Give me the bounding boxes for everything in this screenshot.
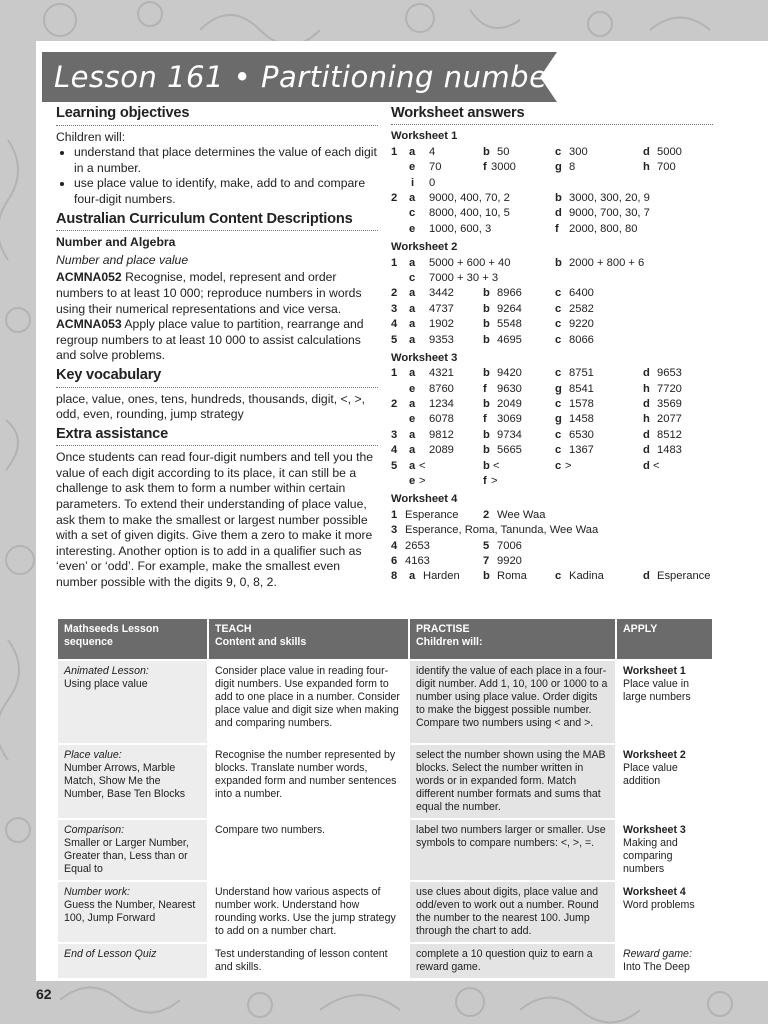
vocab-heading: Key vocabulary — [56, 368, 378, 388]
answer-row: c 8000, 400, 10, 5 d 9000, 700, 30, 7 — [409, 207, 650, 220]
curriculum-code-2: ACMNA053 — [56, 317, 122, 332]
answer-row: 1 a 4321 b 9420 c 8751 d 9653 — [391, 367, 682, 380]
header-practise: PRACTISE Children will: — [409, 618, 616, 660]
teach-cell: Consider place value in reading four-digit numbers. Use expanded form to add to one place in a number. Consider place value and digit size when making and comparing numbers. — [208, 660, 409, 744]
answer-row: 6 4163 7 9920 — [391, 555, 522, 568]
objective-item: • understand that place determines the value of each digit in a number. — [74, 145, 378, 176]
objective-item: • use place value to identify, make, add to and compare four-digit numbers. — [74, 176, 378, 207]
page-number: 62 — [36, 986, 52, 1002]
table-row — [57, 660, 713, 744]
practise-cell: select the number shown using the MAB blocks. Select the number written in words or in expanded form. Match different number formats and sums that equal the number. — [409, 744, 616, 819]
answer-row: e > f > — [409, 475, 498, 488]
answer-row: e 70 f 3000 g 8 h 700 — [409, 161, 676, 174]
vocab-text: place, value, ones, tens, hundreds, thousands, digit, <, >, odd, even, rounding, jump strategy — [56, 391, 365, 422]
answer-row: 2 a 1234 b 2049 c 1578 d 3569 — [391, 398, 682, 411]
answer-row: 8 a Harden b Roma c Kadina d Esperance — [391, 570, 711, 583]
extra-text: Once students can read four-digit numbers and tell you the value of each digit according to its place, it can still be a challenge to ask them to form a number within certain parameters. To extend their understanding of place value, ask them to make the smallest or largest number possible with a set of given digits. Give them a zero to make it more interesting. Another option is to add in a qualifier such as ‘even’ or ‘odd’. For example, make the smallest even number possible with the digits 9, 0, 8, 2. — [56, 450, 374, 590]
answer-row: 4 a 1902 b 5548 c 9220 — [391, 318, 594, 331]
curriculum-desc-2: ACMNA053 Apply place value to partition, rearrange and regroup numbers to at least 10 000 to assist calculations and solve problems. — [56, 317, 364, 363]
ws4-title: Worksheet 4 — [391, 493, 458, 506]
apply-cell: Worksheet 3 Making and comparing numbers — [616, 819, 713, 881]
answer-row: c 7000 + 30 + 3 — [409, 271, 499, 284]
curriculum-desc-1: ACMNA052 Recognise, model, represent and order numbers to at least 10 000; reproduce numbers in words using their numerical representations and vice versa. — [56, 270, 362, 316]
answer-row: 5 a 9353 b 4695 c 8066 — [391, 333, 594, 346]
apply-cell: Reward game: Into The Deep — [616, 943, 713, 979]
header-sequence: Mathseeds Lesson sequence — [57, 618, 208, 660]
lesson-cell: Place value: Number Arrows, Marble Match, Show Me the Number, Base Ten Blocks — [57, 744, 208, 819]
answer-row: 3 a 9812 b 9734 c 6530 d 8512 — [391, 428, 682, 441]
answer-row: 4 a 2089 b 5665 c 1367 d 1483 — [391, 444, 682, 457]
objectives-intro: Children will: — [56, 129, 126, 144]
answer-row: 1 a 5000 + 600 + 40 b 2000 + 800 + 6 — [391, 256, 645, 269]
answer-row: 3 a 4737 b 9264 c 2582 — [391, 302, 594, 315]
table-row — [57, 943, 713, 979]
objectives-list — [56, 145, 378, 207]
teach-cell: Understand how various aspects of number work. Understand how rounding works. Use the jump strategy to add on a number chart. — [208, 881, 409, 943]
header-teach: TEACH Content and skills — [208, 618, 409, 660]
ws2-title: Worksheet 2 — [391, 241, 458, 254]
teach-cell: Test understanding of lesson content and skills. — [208, 943, 409, 979]
practise-cell: complete a 10 question quiz to earn a reward game. — [409, 943, 616, 979]
answer-row: 2 a 9000, 400, 70, 2 b 3000, 300, 20, 9 — [391, 191, 650, 204]
curriculum-heading: Australian Curriculum Content Descriptions — [56, 212, 378, 232]
answer-row: i 0 — [411, 176, 436, 189]
answer-row: 2 a 3442 b 8966 c 6400 — [391, 287, 594, 300]
answers-column — [391, 106, 713, 585]
header-apply: APPLY — [616, 618, 713, 660]
lesson-cell: Comparison: Smaller or Larger Number, Greater than, Less than or Equal to — [57, 819, 208, 881]
objectives-heading: Learning objectives — [56, 106, 378, 126]
curriculum-substrand: Number and place value — [56, 252, 189, 267]
table-row — [57, 819, 713, 881]
table-header-row — [57, 618, 713, 660]
teach-cell: Compare two numbers. — [208, 819, 409, 881]
lesson-cell: Animated Lesson: Using place value — [57, 660, 208, 744]
curriculum-strand: Number and Algebra — [56, 235, 176, 250]
apply-cell: Worksheet 2 Place value addition — [616, 744, 713, 819]
answer-row: 5 a < b < c > d < — [391, 459, 660, 472]
ws1-title: Worksheet 1 — [391, 130, 458, 143]
table-row — [57, 744, 713, 819]
lesson-cell: Number work: Guess the Number, Nearest 100, Jump Forward — [57, 881, 208, 943]
practise-cell: label two numbers larger or smaller. Use symbols to compare numbers: <, >, =. — [409, 819, 616, 881]
answer-row: e 1000, 600, 3 f 2000, 800, 80 — [409, 222, 638, 235]
lesson-cell: End of Lesson Quiz — [57, 943, 208, 979]
answer-row: e 6078 f 3069 g 1458 h 2077 — [409, 413, 682, 426]
table-row — [57, 881, 713, 943]
lesson-sequence-table — [56, 617, 714, 980]
lesson-title: Lesson 161 • Partitioning numbers — [54, 60, 576, 94]
practise-cell: identify the value of each place in a four-digit number. Add 1, 10, 100 or 1000 to a number using place value. Order digits to make the biggest possible number. Compare two numbers using < and >. — [409, 660, 616, 744]
apply-cell: Worksheet 4 Word problems — [616, 881, 713, 943]
answer-row: 3 Esperance, Roma, Tanunda, Wee Waa — [391, 524, 599, 537]
answer-row: e 8760 f 9630 g 8541 h 7720 — [409, 382, 682, 395]
apply-cell: Worksheet 1 Place value in large numbers — [616, 660, 713, 744]
teach-cell: Recognise the number represented by blocks. Translate number words, expanded form and number sentences into a number. — [208, 744, 409, 819]
answer-row: 1 Esperance 2 Wee Waa — [391, 508, 546, 521]
answer-row: 4 2653 5 7006 — [391, 539, 522, 552]
ws3-title: Worksheet 3 — [391, 351, 458, 364]
curriculum-code-1: ACMNA052 — [56, 270, 122, 285]
answer-row: 1 a 4 b 50 c 300 d 5000 — [391, 145, 682, 158]
practise-cell: use clues about digits, place value and odd/even to work out a number. Round the number to the nearest 100. Jump through the chart to add. — [409, 881, 616, 943]
extra-heading: Extra assistance — [56, 427, 378, 447]
answers-heading: Worksheet answers — [391, 106, 713, 125]
left-column — [56, 106, 378, 591]
